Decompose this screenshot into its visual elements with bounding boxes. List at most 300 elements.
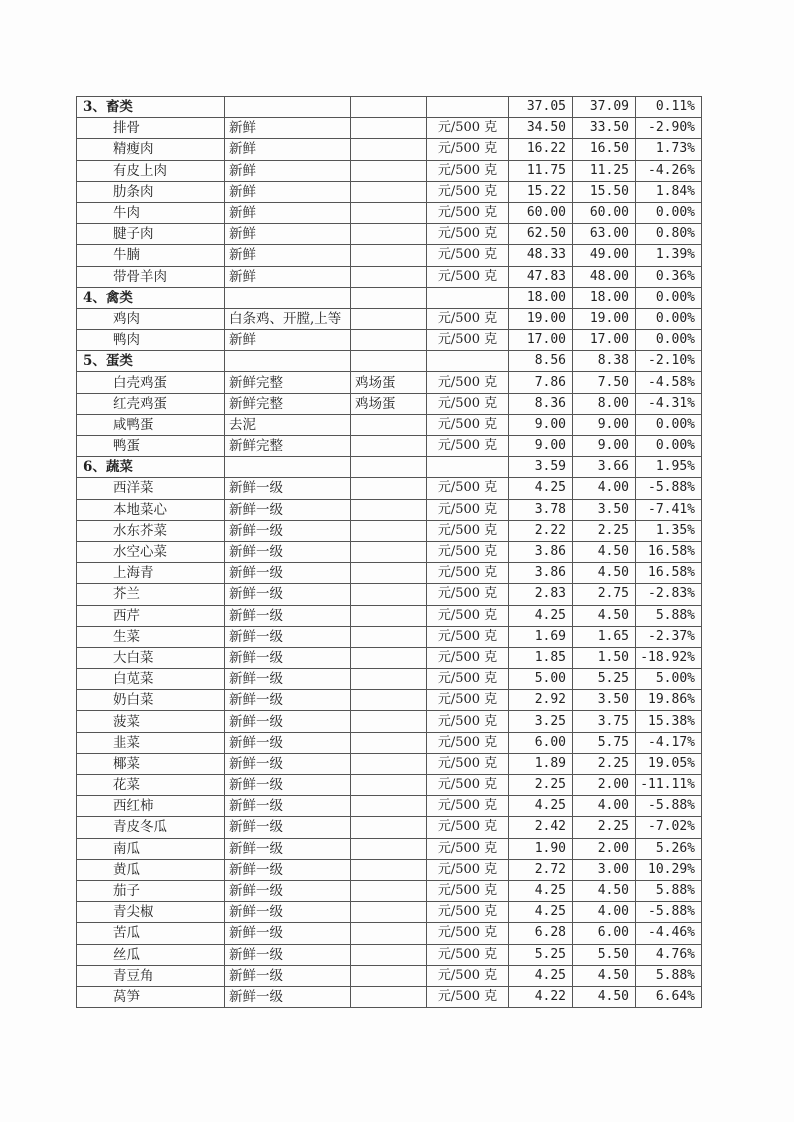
change-percent-cell: 1.95% [636, 457, 702, 478]
current-price-cell: 5.75 [573, 732, 636, 753]
spec-cell: 新鲜完整 [225, 436, 351, 457]
note-cell [351, 859, 427, 880]
current-price-cell: 4.50 [573, 986, 636, 1007]
spec-cell: 新鲜一级 [225, 965, 351, 986]
table-row [77, 902, 702, 923]
unit-cell: 元/500 克 [427, 626, 509, 647]
current-price-cell: 15.50 [573, 181, 636, 202]
note-cell [351, 478, 427, 499]
note-cell [351, 224, 427, 245]
change-percent-cell: 1.84% [636, 181, 702, 202]
table-row [77, 330, 702, 351]
unit-cell: 元/500 克 [427, 669, 509, 690]
note-cell [351, 118, 427, 139]
product-name-cell: 牛腩 [77, 245, 225, 266]
change-percent-cell: -4.31% [636, 393, 702, 414]
product-name-cell: 带骨羊肉 [77, 266, 225, 287]
current-price-cell: 3.50 [573, 690, 636, 711]
current-price-cell: 3.00 [573, 859, 636, 880]
unit-cell: 元/500 克 [427, 372, 509, 393]
category-row [77, 351, 702, 372]
product-name-cell: 水空心菜 [77, 541, 225, 562]
previous-price-cell: 34.50 [509, 118, 573, 139]
table-row [77, 986, 702, 1007]
change-percent-cell: 0.00% [636, 308, 702, 329]
unit-cell: 元/500 克 [427, 139, 509, 160]
note-cell [351, 626, 427, 647]
product-name-cell: 白苋菜 [77, 669, 225, 690]
table-row [77, 181, 702, 202]
previous-price-cell: 17.00 [509, 330, 573, 351]
table-row [77, 605, 702, 626]
table-row [77, 817, 702, 838]
table-row [77, 732, 702, 753]
change-percent-cell: 1.35% [636, 520, 702, 541]
spec-cell: 新鲜一级 [225, 775, 351, 796]
unit-cell: 元/500 克 [427, 330, 509, 351]
previous-price-cell: 9.00 [509, 436, 573, 457]
table-row [77, 520, 702, 541]
spec-cell: 新鲜 [225, 181, 351, 202]
note-cell [351, 986, 427, 1007]
note-cell [351, 605, 427, 626]
spec-cell: 新鲜 [225, 266, 351, 287]
product-name-cell: 白壳鸡蛋 [77, 372, 225, 393]
current-price-cell: 3.66 [573, 457, 636, 478]
spec-cell: 新鲜一级 [225, 817, 351, 838]
note-cell [351, 330, 427, 351]
previous-price-cell: 2.25 [509, 775, 573, 796]
note-cell [351, 817, 427, 838]
unit-cell: 元/500 克 [427, 817, 509, 838]
change-percent-cell: 10.29% [636, 859, 702, 880]
product-name-cell: 奶白菜 [77, 690, 225, 711]
spec-cell: 新鲜一级 [225, 563, 351, 584]
table-row [77, 711, 702, 732]
product-name-cell: 西洋菜 [77, 478, 225, 499]
table-row [77, 202, 702, 223]
table-row [77, 944, 702, 965]
unit-cell: 元/500 克 [427, 605, 509, 626]
table-row [77, 160, 702, 181]
change-percent-cell: 0.36% [636, 266, 702, 287]
unit-cell: 元/500 克 [427, 986, 509, 1007]
spec-cell: 新鲜一级 [225, 499, 351, 520]
change-percent-cell: 16.58% [636, 541, 702, 562]
previous-price-cell: 1.69 [509, 626, 573, 647]
product-name-cell: 青豆角 [77, 965, 225, 986]
product-name-cell: 黄瓜 [77, 859, 225, 880]
previous-price-cell: 7.86 [509, 372, 573, 393]
change-percent-cell: 19.05% [636, 753, 702, 774]
note-cell [351, 711, 427, 732]
note-cell [351, 584, 427, 605]
unit-cell: 元/500 克 [427, 690, 509, 711]
table-row [77, 753, 702, 774]
note-cell [351, 775, 427, 796]
current-price-cell: 11.25 [573, 160, 636, 181]
product-name-cell: 3、畜类 [77, 97, 225, 118]
previous-price-cell: 8.36 [509, 393, 573, 414]
product-name-cell: 鸭肉 [77, 330, 225, 351]
spec-cell: 新鲜完整 [225, 372, 351, 393]
table-row [77, 880, 702, 901]
unit-cell: 元/500 克 [427, 202, 509, 223]
current-price-cell: 7.50 [573, 372, 636, 393]
previous-price-cell: 6.28 [509, 923, 573, 944]
change-percent-cell: 0.00% [636, 330, 702, 351]
change-percent-cell: 5.88% [636, 605, 702, 626]
product-name-cell: 本地菜心 [77, 499, 225, 520]
current-price-cell: 4.50 [573, 965, 636, 986]
spec-cell: 白条鸡、开膛,上等 [225, 308, 351, 329]
change-percent-cell: 5.00% [636, 669, 702, 690]
change-percent-cell: 5.88% [636, 965, 702, 986]
previous-price-cell: 6.00 [509, 732, 573, 753]
current-price-cell: 2.00 [573, 775, 636, 796]
change-percent-cell: -4.46% [636, 923, 702, 944]
change-percent-cell: -18.92% [636, 647, 702, 668]
unit-cell: 元/500 克 [427, 118, 509, 139]
product-name-cell: 牛肉 [77, 202, 225, 223]
current-price-cell: 4.00 [573, 478, 636, 499]
product-name-cell: 腱子肉 [77, 224, 225, 245]
previous-price-cell: 1.90 [509, 838, 573, 859]
current-price-cell: 8.38 [573, 351, 636, 372]
table-row [77, 838, 702, 859]
unit-cell: 元/500 克 [427, 584, 509, 605]
current-price-cell: 2.25 [573, 817, 636, 838]
current-price-cell: 4.50 [573, 541, 636, 562]
table-row [77, 139, 702, 160]
change-percent-cell: 0.00% [636, 287, 702, 308]
current-price-cell: 48.00 [573, 266, 636, 287]
current-price-cell: 49.00 [573, 245, 636, 266]
product-name-cell: 红壳鸡蛋 [77, 393, 225, 414]
spec-cell: 新鲜一级 [225, 859, 351, 880]
spec-cell: 新鲜完整 [225, 393, 351, 414]
note-cell [351, 160, 427, 181]
product-name-cell: 丝瓜 [77, 944, 225, 965]
previous-price-cell: 5.25 [509, 944, 573, 965]
unit-cell: 元/500 克 [427, 965, 509, 986]
note-cell [351, 457, 427, 478]
current-price-cell: 5.50 [573, 944, 636, 965]
change-percent-cell: 4.76% [636, 944, 702, 965]
spec-cell [225, 97, 351, 118]
table-row [77, 775, 702, 796]
product-name-cell: 青尖椒 [77, 902, 225, 923]
change-percent-cell: -4.58% [636, 372, 702, 393]
spec-cell: 去泥 [225, 414, 351, 435]
product-name-cell: 椰菜 [77, 753, 225, 774]
current-price-cell: 2.25 [573, 520, 636, 541]
unit-cell: 元/500 克 [427, 224, 509, 245]
previous-price-cell: 3.59 [509, 457, 573, 478]
spec-cell: 新鲜 [225, 139, 351, 160]
note-cell [351, 308, 427, 329]
current-price-cell: 9.00 [573, 436, 636, 457]
table-row [77, 626, 702, 647]
table-row [77, 245, 702, 266]
product-name-cell: 5、蛋类 [77, 351, 225, 372]
previous-price-cell: 62.50 [509, 224, 573, 245]
spec-cell: 新鲜一级 [225, 923, 351, 944]
table-row [77, 499, 702, 520]
current-price-cell: 16.50 [573, 139, 636, 160]
spec-cell: 新鲜一级 [225, 711, 351, 732]
unit-cell: 元/500 克 [427, 436, 509, 457]
previous-price-cell: 16.22 [509, 139, 573, 160]
price-table-body [77, 97, 702, 1008]
product-name-cell: 西红柿 [77, 796, 225, 817]
current-price-cell: 3.75 [573, 711, 636, 732]
change-percent-cell: -7.02% [636, 817, 702, 838]
category-row [77, 97, 702, 118]
unit-cell: 元/500 克 [427, 563, 509, 584]
current-price-cell: 60.00 [573, 202, 636, 223]
product-name-cell: 芥兰 [77, 584, 225, 605]
unit-cell: 元/500 克 [427, 880, 509, 901]
product-name-cell: 菠菜 [77, 711, 225, 732]
note-cell [351, 880, 427, 901]
previous-price-cell: 3.25 [509, 711, 573, 732]
note-cell [351, 139, 427, 160]
spec-cell: 新鲜 [225, 330, 351, 351]
unit-cell: 元/500 克 [427, 393, 509, 414]
current-price-cell: 8.00 [573, 393, 636, 414]
previous-price-cell: 5.00 [509, 669, 573, 690]
current-price-cell: 17.00 [573, 330, 636, 351]
unit-cell: 元/500 克 [427, 308, 509, 329]
unit-cell: 元/500 克 [427, 711, 509, 732]
previous-price-cell: 4.25 [509, 965, 573, 986]
table-row [77, 584, 702, 605]
current-price-cell: 2.25 [573, 753, 636, 774]
note-cell [351, 732, 427, 753]
product-name-cell: 有皮上肉 [77, 160, 225, 181]
previous-price-cell: 19.00 [509, 308, 573, 329]
unit-cell: 元/500 克 [427, 923, 509, 944]
spec-cell: 新鲜一级 [225, 669, 351, 690]
change-percent-cell: 1.39% [636, 245, 702, 266]
previous-price-cell: 4.25 [509, 605, 573, 626]
product-name-cell: 鸡肉 [77, 308, 225, 329]
product-name-cell: 鸭蛋 [77, 436, 225, 457]
note-cell [351, 838, 427, 859]
previous-price-cell: 2.22 [509, 520, 573, 541]
note-cell [351, 245, 427, 266]
table-row [77, 393, 702, 414]
previous-price-cell: 48.33 [509, 245, 573, 266]
current-price-cell: 37.09 [573, 97, 636, 118]
unit-cell [427, 351, 509, 372]
category-row [77, 457, 702, 478]
unit-cell: 元/500 克 [427, 478, 509, 499]
change-percent-cell: -5.88% [636, 796, 702, 817]
unit-cell: 元/500 克 [427, 796, 509, 817]
spec-cell: 新鲜一级 [225, 902, 351, 923]
spec-cell [225, 287, 351, 308]
note-cell [351, 266, 427, 287]
unit-cell: 元/500 克 [427, 266, 509, 287]
spec-cell: 新鲜 [225, 224, 351, 245]
change-percent-cell: 5.88% [636, 880, 702, 901]
note-cell [351, 647, 427, 668]
spec-cell [225, 351, 351, 372]
note-cell [351, 796, 427, 817]
unit-cell: 元/500 克 [427, 775, 509, 796]
unit-cell: 元/500 克 [427, 520, 509, 541]
current-price-cell: 3.50 [573, 499, 636, 520]
change-percent-cell: -2.90% [636, 118, 702, 139]
table-row [77, 308, 702, 329]
unit-cell: 元/500 克 [427, 838, 509, 859]
current-price-cell: 1.65 [573, 626, 636, 647]
product-name-cell: 苦瓜 [77, 923, 225, 944]
change-percent-cell: -5.88% [636, 478, 702, 499]
table-row [77, 647, 702, 668]
unit-cell: 元/500 克 [427, 753, 509, 774]
table-row [77, 669, 702, 690]
product-name-cell: 水东芥菜 [77, 520, 225, 541]
current-price-cell: 9.00 [573, 414, 636, 435]
unit-cell: 元/500 克 [427, 541, 509, 562]
previous-price-cell: 4.25 [509, 880, 573, 901]
change-percent-cell: 0.11% [636, 97, 702, 118]
change-percent-cell: -5.88% [636, 902, 702, 923]
current-price-cell: 5.25 [573, 669, 636, 690]
change-percent-cell: 5.26% [636, 838, 702, 859]
previous-price-cell: 3.78 [509, 499, 573, 520]
table-row [77, 796, 702, 817]
change-percent-cell: -2.83% [636, 584, 702, 605]
unit-cell: 元/500 克 [427, 859, 509, 880]
change-percent-cell: 19.86% [636, 690, 702, 711]
unit-cell [427, 457, 509, 478]
note-cell [351, 287, 427, 308]
spec-cell [225, 457, 351, 478]
current-price-cell: 4.50 [573, 563, 636, 584]
table-row [77, 859, 702, 880]
change-percent-cell: -4.17% [636, 732, 702, 753]
note-cell [351, 414, 427, 435]
note-cell [351, 499, 427, 520]
product-name-cell: 4、禽类 [77, 287, 225, 308]
note-cell [351, 753, 427, 774]
previous-price-cell: 15.22 [509, 181, 573, 202]
previous-price-cell: 60.00 [509, 202, 573, 223]
table-row [77, 224, 702, 245]
table-row [77, 372, 702, 393]
current-price-cell: 4.50 [573, 605, 636, 626]
current-price-cell: 63.00 [573, 224, 636, 245]
note-cell [351, 669, 427, 690]
previous-price-cell: 11.75 [509, 160, 573, 181]
change-percent-cell: -2.10% [636, 351, 702, 372]
table-row [77, 266, 702, 287]
previous-price-cell: 4.25 [509, 902, 573, 923]
current-price-cell: 18.00 [573, 287, 636, 308]
note-cell [351, 351, 427, 372]
spec-cell: 新鲜一级 [225, 626, 351, 647]
change-percent-cell: 0.80% [636, 224, 702, 245]
product-name-cell: 莴笋 [77, 986, 225, 1007]
product-name-cell: 6、蔬菜 [77, 457, 225, 478]
previous-price-cell: 8.56 [509, 351, 573, 372]
product-name-cell: 生菜 [77, 626, 225, 647]
change-percent-cell: -4.26% [636, 160, 702, 181]
previous-price-cell: 4.25 [509, 478, 573, 499]
product-name-cell: 精瘦肉 [77, 139, 225, 160]
spec-cell: 新鲜一级 [225, 753, 351, 774]
product-name-cell: 肋条肉 [77, 181, 225, 202]
table-row [77, 563, 702, 584]
unit-cell: 元/500 克 [427, 414, 509, 435]
product-name-cell: 南瓜 [77, 838, 225, 859]
spec-cell: 新鲜一级 [225, 541, 351, 562]
product-name-cell: 咸鸭蛋 [77, 414, 225, 435]
table-row [77, 478, 702, 499]
spec-cell: 新鲜一级 [225, 944, 351, 965]
note-cell: 鸡场蛋 [351, 372, 427, 393]
spec-cell: 新鲜一级 [225, 647, 351, 668]
spec-cell: 新鲜一级 [225, 520, 351, 541]
note-cell [351, 690, 427, 711]
note-cell [351, 436, 427, 457]
change-percent-cell: 0.00% [636, 436, 702, 457]
table-row [77, 690, 702, 711]
unit-cell: 元/500 克 [427, 944, 509, 965]
product-name-cell: 青皮冬瓜 [77, 817, 225, 838]
product-name-cell: 韭菜 [77, 732, 225, 753]
note-cell [351, 97, 427, 118]
change-percent-cell: -7.41% [636, 499, 702, 520]
current-price-cell: 1.50 [573, 647, 636, 668]
unit-cell [427, 97, 509, 118]
note-cell [351, 965, 427, 986]
product-name-cell: 排骨 [77, 118, 225, 139]
previous-price-cell: 47.83 [509, 266, 573, 287]
table-row [77, 965, 702, 986]
current-price-cell: 2.00 [573, 838, 636, 859]
spec-cell: 新鲜一级 [225, 605, 351, 626]
product-name-cell: 茄子 [77, 880, 225, 901]
table-row [77, 118, 702, 139]
table-row [77, 414, 702, 435]
current-price-cell: 2.75 [573, 584, 636, 605]
spec-cell: 新鲜一级 [225, 690, 351, 711]
current-price-cell: 4.00 [573, 902, 636, 923]
spec-cell: 新鲜一级 [225, 838, 351, 859]
note-cell [351, 202, 427, 223]
change-percent-cell: 0.00% [636, 202, 702, 223]
current-price-cell: 4.50 [573, 880, 636, 901]
note-cell [351, 520, 427, 541]
current-price-cell: 4.00 [573, 796, 636, 817]
previous-price-cell: 2.92 [509, 690, 573, 711]
unit-cell: 元/500 克 [427, 647, 509, 668]
note-cell [351, 902, 427, 923]
change-percent-cell: 6.64% [636, 986, 702, 1007]
previous-price-cell: 18.00 [509, 287, 573, 308]
note-cell [351, 923, 427, 944]
spec-cell: 新鲜一级 [225, 478, 351, 499]
previous-price-cell: 1.85 [509, 647, 573, 668]
note-cell [351, 181, 427, 202]
previous-price-cell: 2.72 [509, 859, 573, 880]
price-table [76, 96, 702, 1008]
